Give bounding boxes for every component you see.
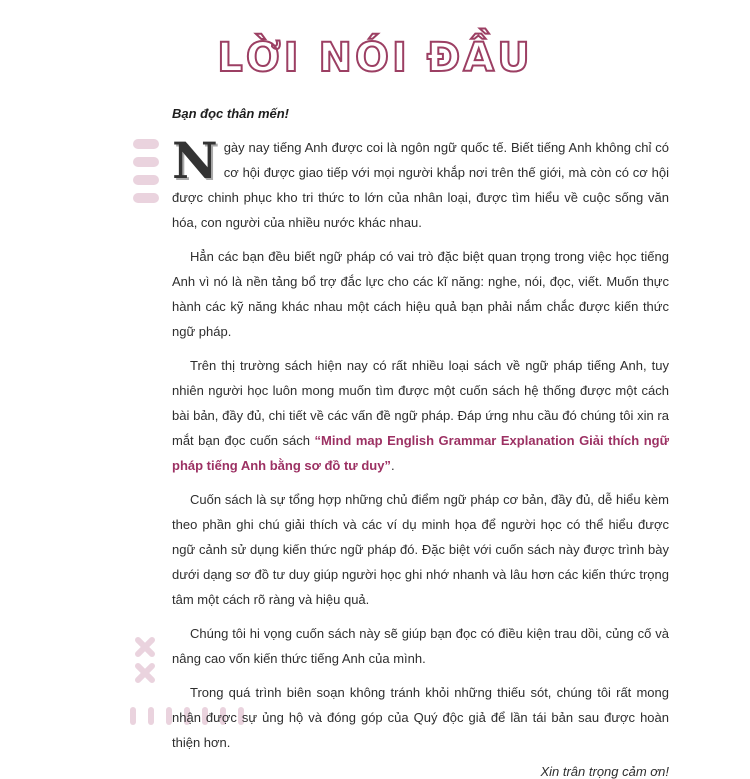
paragraph-3-end: . (390, 458, 395, 473)
preface-body (172, 106, 669, 779)
decorative-bars (133, 139, 159, 211)
decor-bar (133, 175, 159, 185)
page-title: LỜI NÓI ĐẦU (217, 35, 533, 81)
decor-bar (133, 193, 159, 203)
paragraph-5: Chúng tôi hi vọng cuốn sách này sẽ giúp bạn đọc có điều kiện trau dồi, củng cố và nâng cao vốn kiến thức tiếng Anh của mình. (172, 626, 669, 666)
paragraph-6: Trong quá trình biên soạn không tránh khỏi những thiếu sót, chúng tôi rất mong nhận được sự ủng hộ và đóng góp của Quý độc giả để lần tái bản sau được hoàn thiện hơn. (172, 685, 669, 750)
decor-tick (130, 707, 136, 725)
drop-cap: N (172, 131, 218, 190)
decor-bar (133, 157, 159, 167)
greeting: Bạn đọc thân mến! (172, 106, 290, 121)
paragraph-3-text: Trên thị trường sách hiện nay có rất nhiều loại sách về ngữ pháp tiếng Anh, tuy nhiên người học luôn mong muốn tìm được một cuốn sách hệ thống được một cách bài bản, đầy đủ, chi tiết về các vấn đề ngữ pháp. Đáp ứng nhu cầu đó chúng tôi xin ra mắt bạn đọc cuốn sách (172, 358, 669, 448)
paragraph-1 (172, 131, 669, 235)
closing-line: Xin trân trọng cảm ơn! (540, 764, 669, 779)
paragraph-2: Hẳn các bạn đều biết ngữ pháp có vai trò đặc biệt quan trọng trong việc học tiếng Anh vì nó là nền tảng bổ trợ đắc lực cho các kĩ năng: nghe, nói, đọc, viết. Muốn thực hành các kỹ năng khác nhau một cách hiệu quả bạn phải nắm chắc được kiến thức ngữ pháp. (172, 249, 669, 339)
cross-icon (134, 662, 156, 684)
paragraph-4: Cuốn sách là sự tổng hợp những chủ điểm ngữ pháp cơ bản, đầy đủ, dễ hiểu kèm theo phần ghi chú giải thích và các ví dụ minh họa để người học có thể hiểu được ngữ cảnh sử dụng kiến thức ngữ pháp đó. Đặc biệt với cuốn sách này được trình bày dưới dạng sơ đồ tư duy giúp người học ghi nhớ nhanh và lâu hơn các kiến thức trọng tâm một cách rõ ràng và hiệu quả. (172, 492, 669, 607)
book-title-highlight: “Mind map English Grammar Explanation Giải thích ngữ pháp tiếng Anh bằng sơ đồ tư duy” (172, 433, 670, 473)
cross-icon (134, 636, 156, 658)
decor-tick (148, 707, 154, 725)
paragraph-3 (172, 353, 669, 478)
decor-bar (133, 139, 159, 149)
paragraph-1-text: gày nay tiếng Anh được coi là ngôn ngữ quốc tế. Biết tiếng Anh không chỉ có cơ hội được giao tiếp với mọi người khắp nơi trên thế giới, mà còn có cơ hội được chinh phục kho tri thức to lớn của nhân loại, được tìm hiểu về cuộc sống văn hóa, con người của nhiều nước khác nhau. (172, 140, 669, 230)
